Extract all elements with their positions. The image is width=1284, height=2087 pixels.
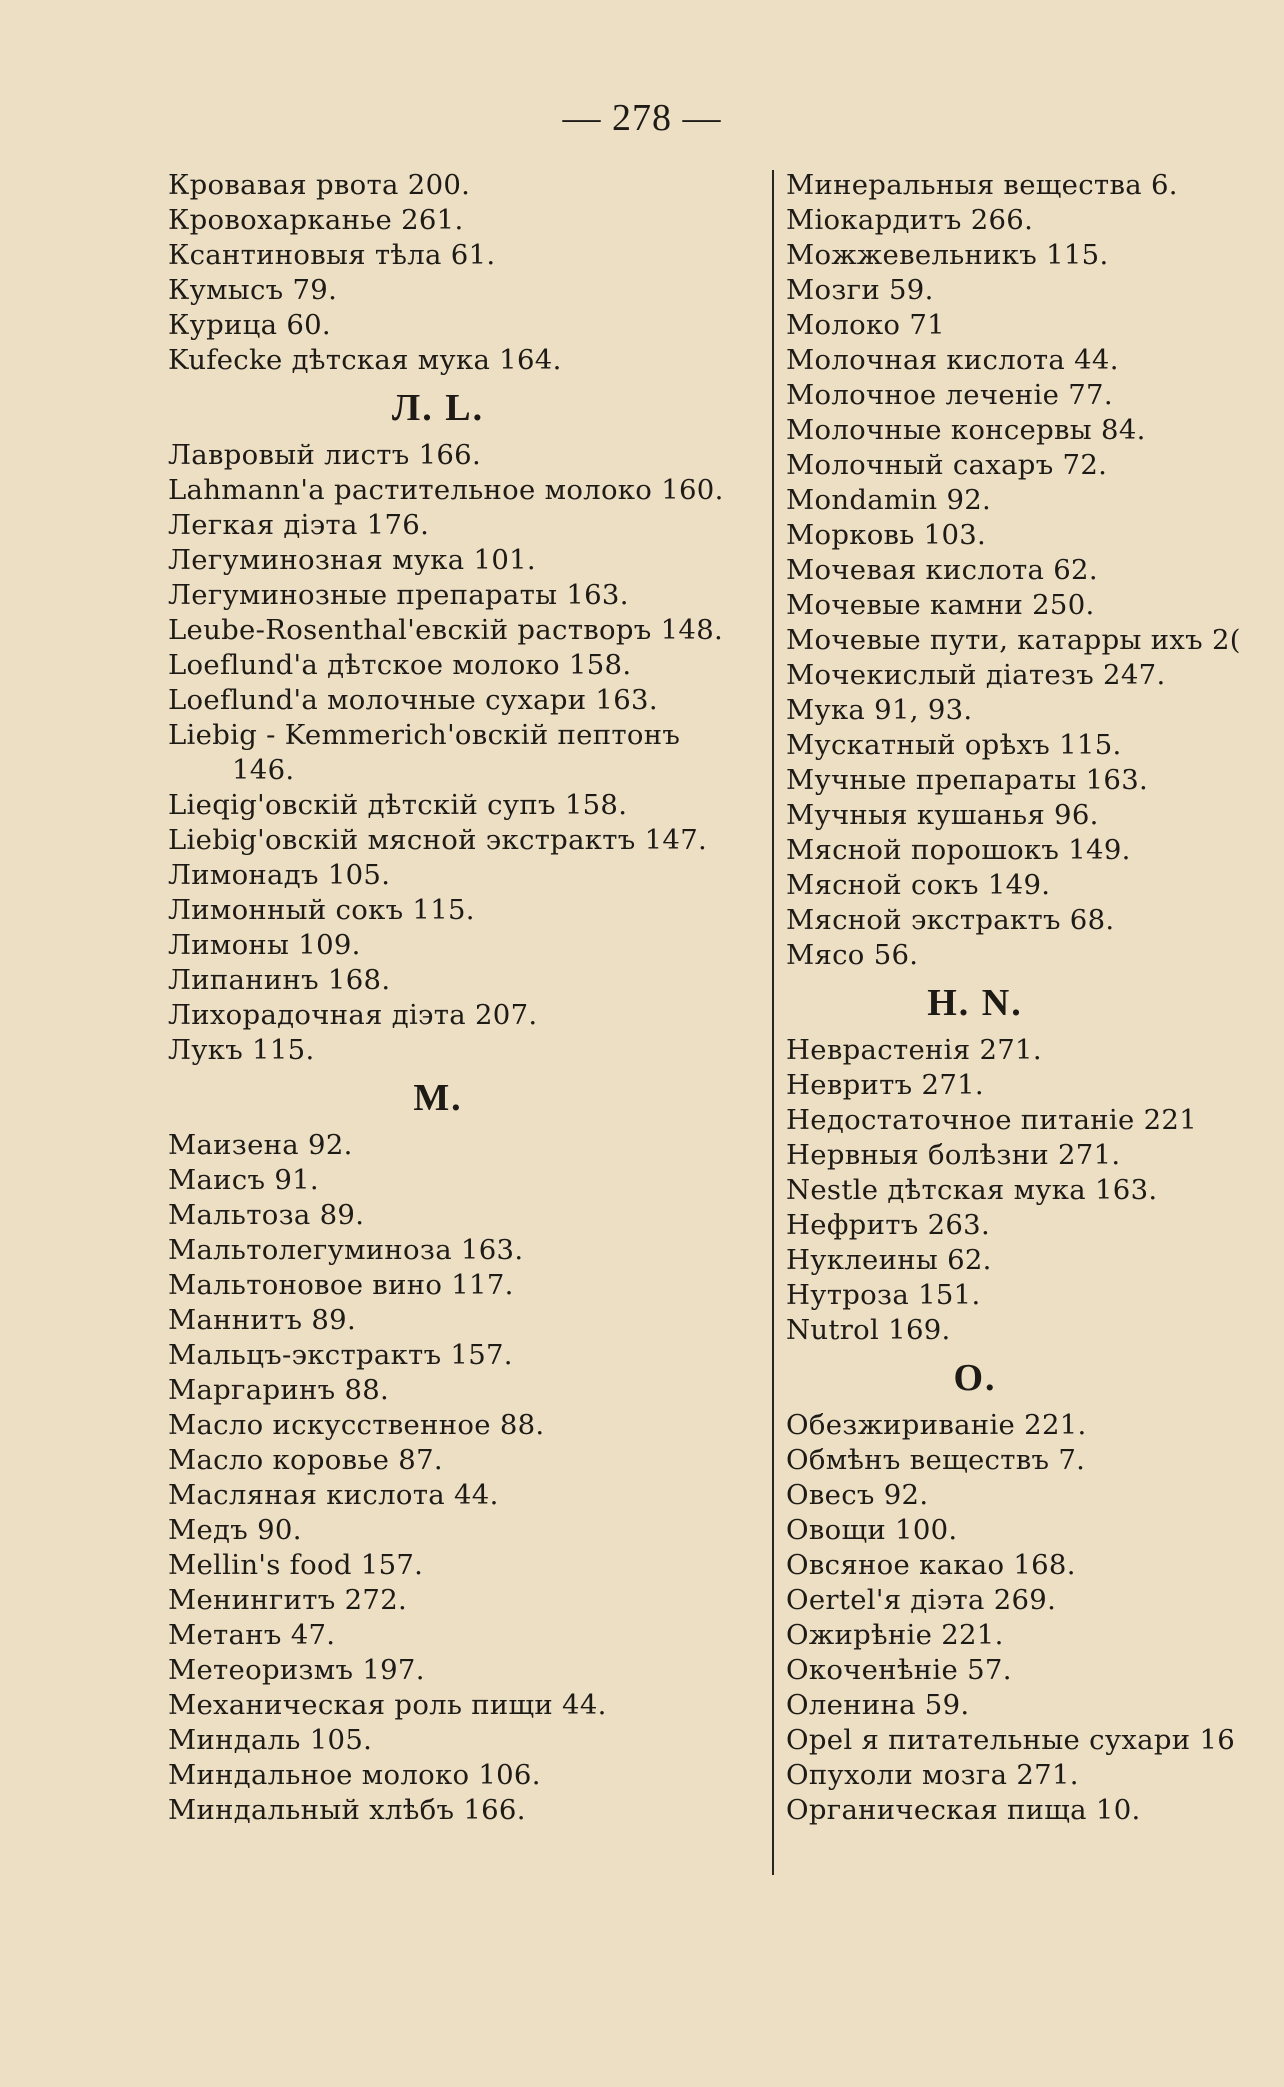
section-heading-o: О. (953, 1357, 997, 1399)
index-entry: Липанинъ 168. (168, 964, 391, 996)
index-entry: Обмѣнъ веществъ 7. (786, 1444, 1086, 1476)
index-entry: Loeflund'а молочные сухари 163. (168, 684, 658, 716)
index-entry: Мучные препараты 163. (786, 764, 1149, 796)
index-entry: Маизена 92. (168, 1129, 353, 1161)
index-entry: Leube-Rosenthal'евскій растворъ 148. (168, 614, 724, 646)
index-entry: Обезжириваніе 221. (786, 1409, 1087, 1441)
section-heading-m: М. (413, 1077, 463, 1119)
index-entry: Кумысъ 79. (168, 274, 338, 306)
index-entry: Менингитъ 272. (168, 1584, 408, 1616)
index-entry: Лихорадочная діэта 207. (168, 999, 538, 1031)
index-entry: Механическая роль пищи 44. (168, 1689, 607, 1721)
section-heading-n: Н. N. (927, 982, 1023, 1024)
index-entry: Оленина 59. (786, 1689, 970, 1721)
column-divider (772, 170, 774, 1875)
index-entry: Liebig'овскій мясной экстрактъ 147. (168, 824, 708, 856)
index-entry: Молочные консервы 84. (786, 414, 1146, 446)
index-entry: Loeflund'а дѣтское молоко 158. (168, 649, 632, 681)
index-entry: Недостаточное питаніе 221 (786, 1104, 1198, 1136)
index-entry: Мальтоза 89. (168, 1199, 365, 1231)
index-entry: Опухоли мозга 271. (786, 1759, 1079, 1791)
index-column-left (168, 168, 768, 1828)
index-entry: Лавровый листъ 166. (168, 439, 482, 471)
index-entry: Мочевые камни 250. (786, 589, 1095, 621)
index-entry: Метанъ 47. (168, 1619, 336, 1651)
index-entry: Oertel'я діэта 269. (786, 1584, 1057, 1616)
index-entry: Ожирѣніе 221. (786, 1619, 1004, 1651)
index-group (786, 168, 1284, 973)
index-entry: Мочевые пути, катарры ихъ 2( (786, 624, 1241, 656)
index-entry-continuation: 146. (232, 754, 295, 786)
index-group (168, 438, 768, 1068)
index-entry: Миндаль 105. (168, 1724, 373, 1756)
index-entry: Мускатный орѣхъ 115. (786, 729, 1122, 761)
index-entry: Миндальный хлѣбъ 166. (168, 1794, 526, 1826)
index-entry: Opel я питательные сухари 16 (786, 1724, 1236, 1756)
index-entry: Кровавая рвота 200. (168, 169, 471, 201)
index-group (786, 1033, 1284, 1348)
index-entry: Молочная кислота 44. (786, 344, 1119, 376)
index-entry: Масло искусственное 88. (168, 1409, 545, 1441)
index-entry: Мальцъ-экстрактъ 157. (168, 1339, 513, 1371)
index-entry: Нервныя болѣзни 271. (786, 1139, 1121, 1171)
index-entry: Овсяное какао 168. (786, 1549, 1076, 1581)
index-entry: Mellin's food 157. (168, 1549, 424, 1581)
index-entry: Мозги 59. (786, 274, 934, 306)
index-entry: Мочевая кислота 62. (786, 554, 1098, 586)
index-entry: Liebig - Kemmerich'овскій пептонъ (168, 719, 681, 751)
index-entry: Овесъ 92. (786, 1479, 929, 1511)
index-group (786, 1408, 1284, 1828)
index-entry: Mondamin 92. (786, 484, 992, 516)
index-entry: Лимонный сокъ 115. (168, 894, 475, 926)
index-group (168, 168, 768, 378)
index-entry: Минеральныя вещества 6. (786, 169, 1178, 201)
index-entry: Легкая діэта 176. (168, 509, 430, 541)
index-entry: Метеоризмъ 197. (168, 1654, 425, 1686)
index-entry: Нефритъ 263. (786, 1209, 990, 1241)
index-entry: Мясной порошокъ 149. (786, 834, 1131, 866)
index-entry: Мясной экстрактъ 68. (786, 904, 1115, 936)
index-entry: Мочекислый діатезъ 247. (786, 659, 1166, 691)
index-entry: Lieqig'овскій дѣтскій супъ 158. (168, 789, 628, 821)
index-entry: Молочный сахаръ 72. (786, 449, 1108, 481)
index-entry: Овощи 100. (786, 1514, 958, 1546)
index-group (168, 1128, 768, 1828)
index-entry: Неврастенія 271. (786, 1034, 1042, 1066)
index-entry: Nestle дѣтская мука 163. (786, 1174, 1158, 1206)
index-entry: Нутроза 151. (786, 1279, 981, 1311)
index-entry: Маргаринъ 88. (168, 1374, 390, 1406)
index-entry: Маннитъ 89. (168, 1304, 357, 1336)
section-heading-l: Л. L. (391, 387, 485, 429)
index-entry: Можжевельникъ 115. (786, 239, 1109, 271)
index-entry: Легуминозные препараты 163. (168, 579, 629, 611)
index-entry: Масляная кислота 44. (168, 1479, 499, 1511)
index-entry: Мясо 56. (786, 939, 919, 971)
index-entry: Невритъ 271. (786, 1069, 984, 1101)
index-entry: Lahmann'а растительное молоко 160. (168, 474, 724, 506)
index-entry: Nutrol 169. (786, 1314, 951, 1346)
index-entry: Мальтолегуминоза 163. (168, 1234, 524, 1266)
index-entry: Молочное леченіе 77. (786, 379, 1113, 411)
index-column-right (786, 168, 1284, 1828)
index-entry: Міокардитъ 266. (786, 204, 1034, 236)
index-entry: Окоченѣніе 57. (786, 1654, 1012, 1686)
index-entry: Мясной сокъ 149. (786, 869, 1051, 901)
index-entry: Мучныя кушанья 96. (786, 799, 1099, 831)
index-entry: Нуклеины 62. (786, 1244, 992, 1276)
index-entry: Лимонадъ 105. (168, 859, 391, 891)
page-number: — 278 — (562, 97, 722, 139)
index-entry: Ксантиновыя тѣла 61. (168, 239, 496, 271)
index-entry: Лимоны 109. (168, 929, 361, 961)
index-entry: Масло коровье 87. (168, 1444, 443, 1476)
index-entry: Молоко 71 (786, 309, 945, 341)
index-entry: Курица 60. (168, 309, 331, 341)
index-entry: Мальтоновое вино 117. (168, 1269, 514, 1301)
index-entry: Маисъ 91. (168, 1164, 319, 1196)
index-entry: Легуминозная мука 101. (168, 544, 536, 576)
index-entry: Миндальное молоко 106. (168, 1759, 541, 1791)
index-entry: Медъ 90. (168, 1514, 302, 1546)
index-entry: Мука 91, 93. (786, 694, 973, 726)
index-entry: Лукъ 115. (168, 1034, 315, 1066)
index-entry: Морковь 103. (786, 519, 987, 551)
index-entry: Органическая пища 10. (786, 1794, 1141, 1826)
index-entry: Kufeckе дѣтская мука 164. (168, 344, 562, 376)
index-entry: Кровохарканье 261. (168, 204, 464, 236)
